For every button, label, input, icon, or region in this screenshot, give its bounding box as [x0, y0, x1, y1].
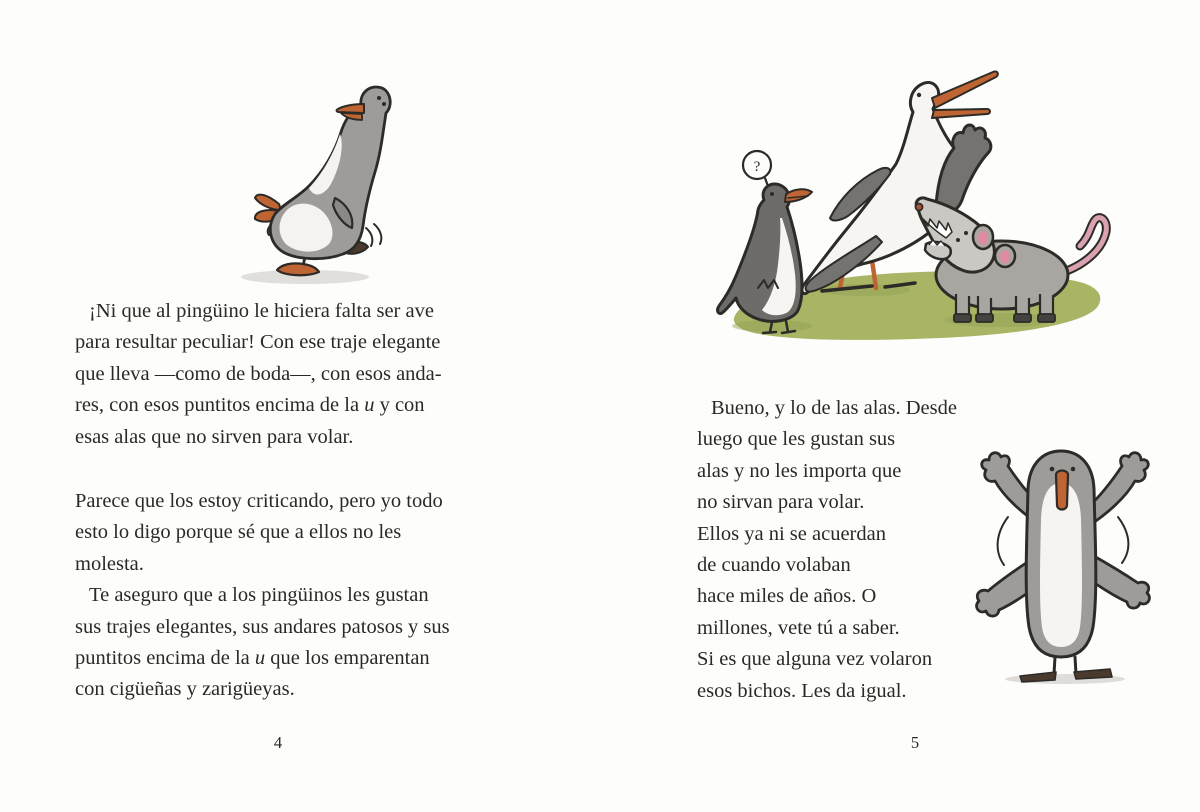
motion-lines [366, 224, 381, 246]
text-line: ¡Ni que al pingüino le hiciera falta ser ave [89, 300, 434, 322]
goose-beak [1056, 471, 1068, 510]
opossum-ear-front-inner [978, 231, 988, 245]
goose-eye [377, 96, 381, 100]
text-line: millones, vete tú a saber. [697, 616, 900, 639]
text-line: res, con esos puntitos encima de la u y con [75, 394, 425, 417]
stork-beak-lower [932, 109, 990, 118]
left-page-number: 4 [273, 733, 283, 752]
right-page-number: 5 [910, 733, 920, 752]
left-foot [1020, 672, 1056, 682]
opossum-ear-back-inner [1000, 251, 1010, 264]
text-line: con cigüeñas y zarigüeyas. [75, 678, 295, 701]
legs [1054, 657, 1076, 674]
text-line: Bueno, y lo de las alas. Desde [711, 397, 957, 419]
text-line: esto lo digo porque sé que a ellos no les [75, 521, 402, 544]
paragraph [75, 486, 525, 580]
left-page-text [75, 296, 525, 706]
text-line: de cuando volaban [697, 553, 851, 576]
text-line: Si es que alguna vez volaron [697, 648, 933, 671]
text-line: luego que les gustan sus [697, 428, 896, 451]
beak-lower [341, 113, 362, 120]
group-scene-illustration [700, 60, 1150, 400]
stork-beak-upper [932, 71, 998, 108]
text-line: para resultar peculiar! Con ese traje elegante [75, 331, 441, 354]
goose-eye [770, 192, 774, 196]
opossum-eye [964, 231, 968, 235]
text-line: Parece que los estoy criticando, pero yo todo [75, 489, 443, 512]
goose-eye [1050, 467, 1055, 472]
paragraph [75, 580, 525, 706]
text-line: molesta. [75, 552, 144, 575]
beak-upper [337, 104, 365, 113]
question-mark: ? [753, 159, 761, 175]
questioning-goose [718, 151, 812, 333]
right-foot [1074, 669, 1112, 679]
text-line: puntitos encima de la u que los emparentan [75, 646, 430, 669]
opossum-nose [916, 204, 923, 211]
text-line: esos bichos. Les da igual. [697, 679, 907, 702]
walking-goose-illustration [235, 80, 395, 292]
text-line: alas y no les importa que [697, 459, 902, 482]
text-line: que lleva —como de boda—, con esos anda- [75, 362, 442, 385]
text-line: Ellos ya ni se acuerdan [697, 522, 886, 545]
opossum-eye [956, 238, 960, 242]
text-line: hace miles de años. O [697, 585, 877, 608]
flapping-goose-illustration [952, 425, 1177, 710]
stork-eye [917, 93, 921, 97]
text-line: no sirvan para volar. [697, 491, 865, 514]
text-line: Te aseguro que a los pingüinos les gustan [89, 584, 429, 607]
text-line: esas alas que no sirven para volar. [75, 425, 354, 448]
text-line: sus trajes elegantes, sus andares patosos y sus [75, 615, 450, 638]
goose-eye [382, 102, 386, 106]
goose-eye [1071, 467, 1076, 472]
paragraph [75, 296, 525, 453]
standing-foot [277, 263, 319, 275]
